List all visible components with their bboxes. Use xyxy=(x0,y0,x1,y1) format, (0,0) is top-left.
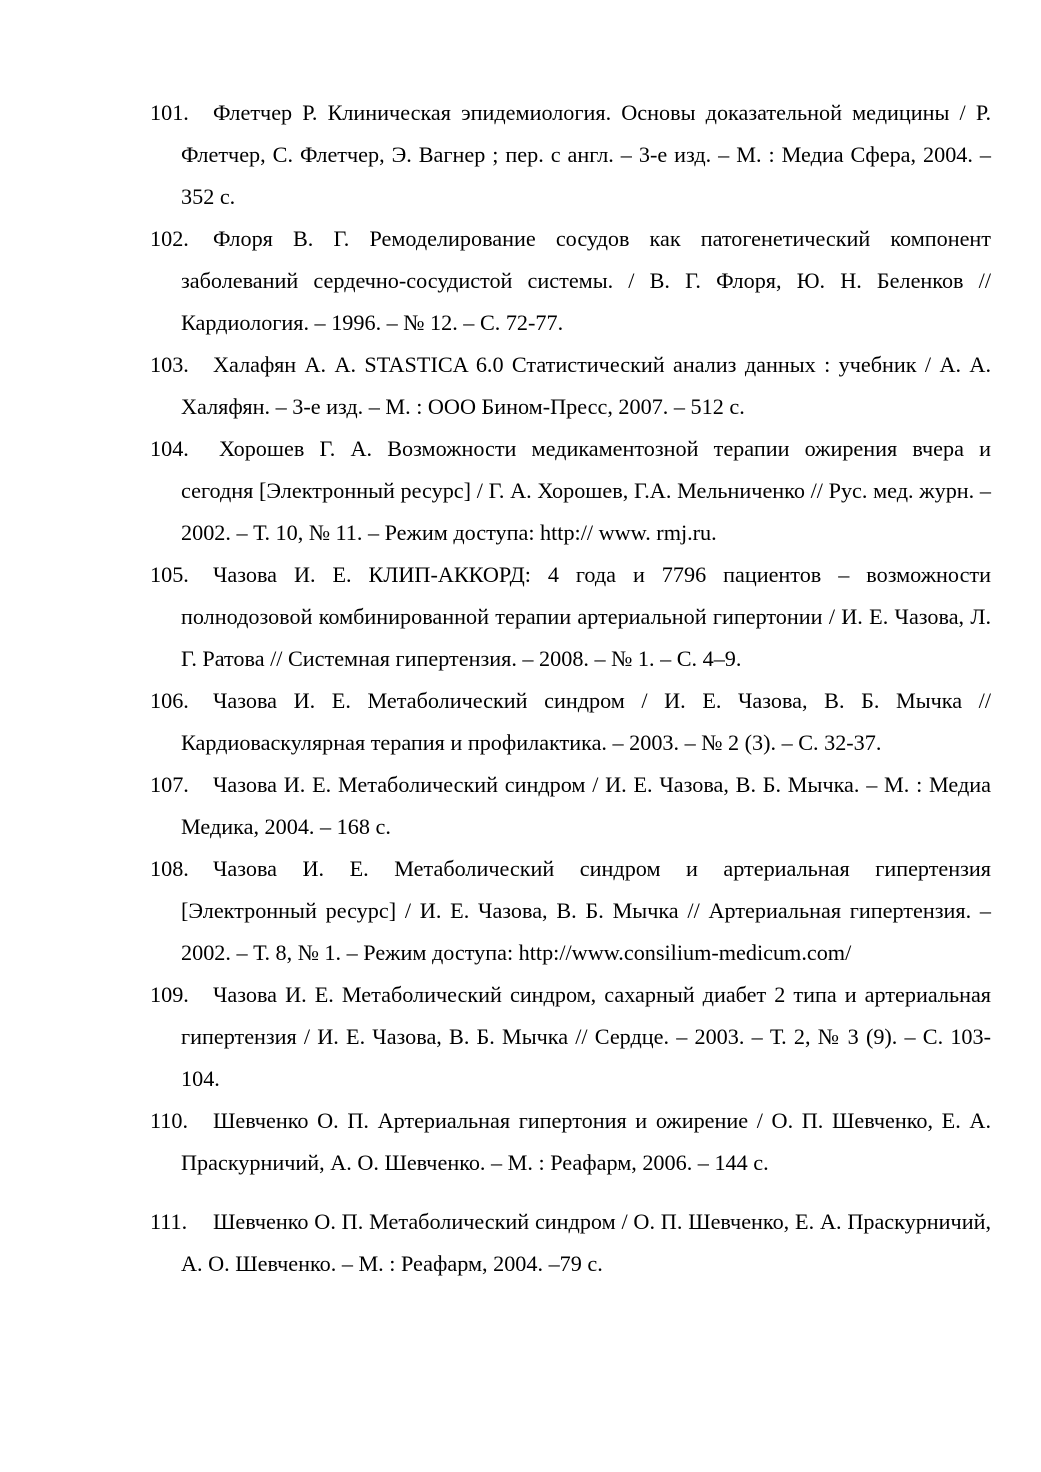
reference-item xyxy=(150,92,991,218)
reference-text: Чазова И. Е. КЛИП-АККОРД: 4 года и 7796 пациентов – возможности полнодозовой комбинированной терапии артериальной гипертонии / И. Е. Чазова, Л. Г. Ратова // Системная гипертензия. – 2008. – № 1. – С. 4–9. xyxy=(181,562,991,671)
reference-number: 105. xyxy=(150,562,189,587)
reference-text: Чазова И. Е. Метаболический синдром и артериальная гипертензия [Электронный ресурс] / И. Е. Чазова, В. Б. Мычка // Артериальная гипертензия. – 2002. – Т. 8, № 1. – Режим доступа: http://www.consilium-medicum.com/ xyxy=(181,856,991,965)
reference-item xyxy=(150,1100,991,1184)
reference-number: 108. xyxy=(150,856,189,881)
reference-item xyxy=(150,344,991,428)
reference-number: 107. xyxy=(150,772,189,797)
reference-number: 103. xyxy=(150,352,189,377)
reference-text: Хорошев Г. А. Возможности медикаментозной терапии ожирения вчера и сегодня [Электронный ресурс] / Г. А. Хорошев, Г.А. Мельниченко // Рус. мед. журн. – 2002. – Т. 10, № 11. – Режим доступа: http:// www. rmj.ru. xyxy=(181,436,991,545)
reference-text: Чазова И. Е. Метаболический синдром, сахарный диабет 2 типа и артериальная гипертензия / И. Е. Чазова, В. Б. Мычка // Сердце. – 2003. – Т. 2, № 3 (9). – С. 103-104. xyxy=(181,982,991,1091)
reference-number: 111. xyxy=(150,1209,188,1234)
reference-number: 102. xyxy=(150,226,189,251)
reference-number: 101. xyxy=(150,100,189,125)
reference-text: Халафян А. А. STASTICA 6.0 Статистический анализ данных : учебник / А. А. Халяфян. – 3-е изд. – М. : ООО Бином-Пресс, 2007. – 512 с. xyxy=(181,352,991,419)
reference-text: Чазова И. Е. Метаболический синдром / И. Е. Чазова, В. Б. Мычка // Кардиоваскулярная терапия и профилактика. – 2003. – № 2 (3). – С. 32-37. xyxy=(181,688,991,755)
reference-number: 104. xyxy=(150,436,189,461)
reference-item xyxy=(150,218,991,344)
reference-number: 109. xyxy=(150,982,189,1007)
reference-item xyxy=(150,428,991,554)
reference-text: Шевченко О. П. Артериальная гипертония и ожирение / О. П. Шевченко, Е. А. Праскурничий, А. О. Шевченко. – М. : Реафарм, 2006. – 144 с. xyxy=(181,1108,991,1175)
reference-number: 106. xyxy=(150,688,189,713)
reference-number: 110. xyxy=(150,1108,189,1133)
reference-item xyxy=(150,974,991,1100)
reference-text: Флетчер Р. Клиническая эпидемиология. Основы доказательной медицины / Р. Флетчер, С. Флетчер, Э. Вагнер ; пер. с англ. – 3-е изд. – М. : Медиа Сфера, 2004. – 352 с. xyxy=(181,100,991,209)
reference-text: Чазова И. Е. Метаболический синдром / И. Е. Чазова, В. Б. Мычка. – М. : Медиа Медика, 2004. – 168 с. xyxy=(181,772,991,839)
reference-text: Флоря В. Г. Ремоделирование сосудов как патогенетический компонент заболеваний сердечно-сосудистой системы. / В. Г. Флоря, Ю. Н. Беленков // Кардиология. – 1996. – № 12. – С. 72-77. xyxy=(181,226,991,335)
reference-item xyxy=(150,554,991,680)
reference-text: Шевченко О. П. Метаболический синдром / О. П. Шевченко, Е. А. Праскурничий, А. О. Шевченко. – М. : Реафарм, 2004. –79 с. xyxy=(181,1209,991,1276)
reference-item xyxy=(150,1201,991,1285)
reference-item xyxy=(150,764,991,848)
reference-item xyxy=(150,848,991,974)
reference-item xyxy=(150,680,991,764)
reference-list xyxy=(150,92,991,1285)
